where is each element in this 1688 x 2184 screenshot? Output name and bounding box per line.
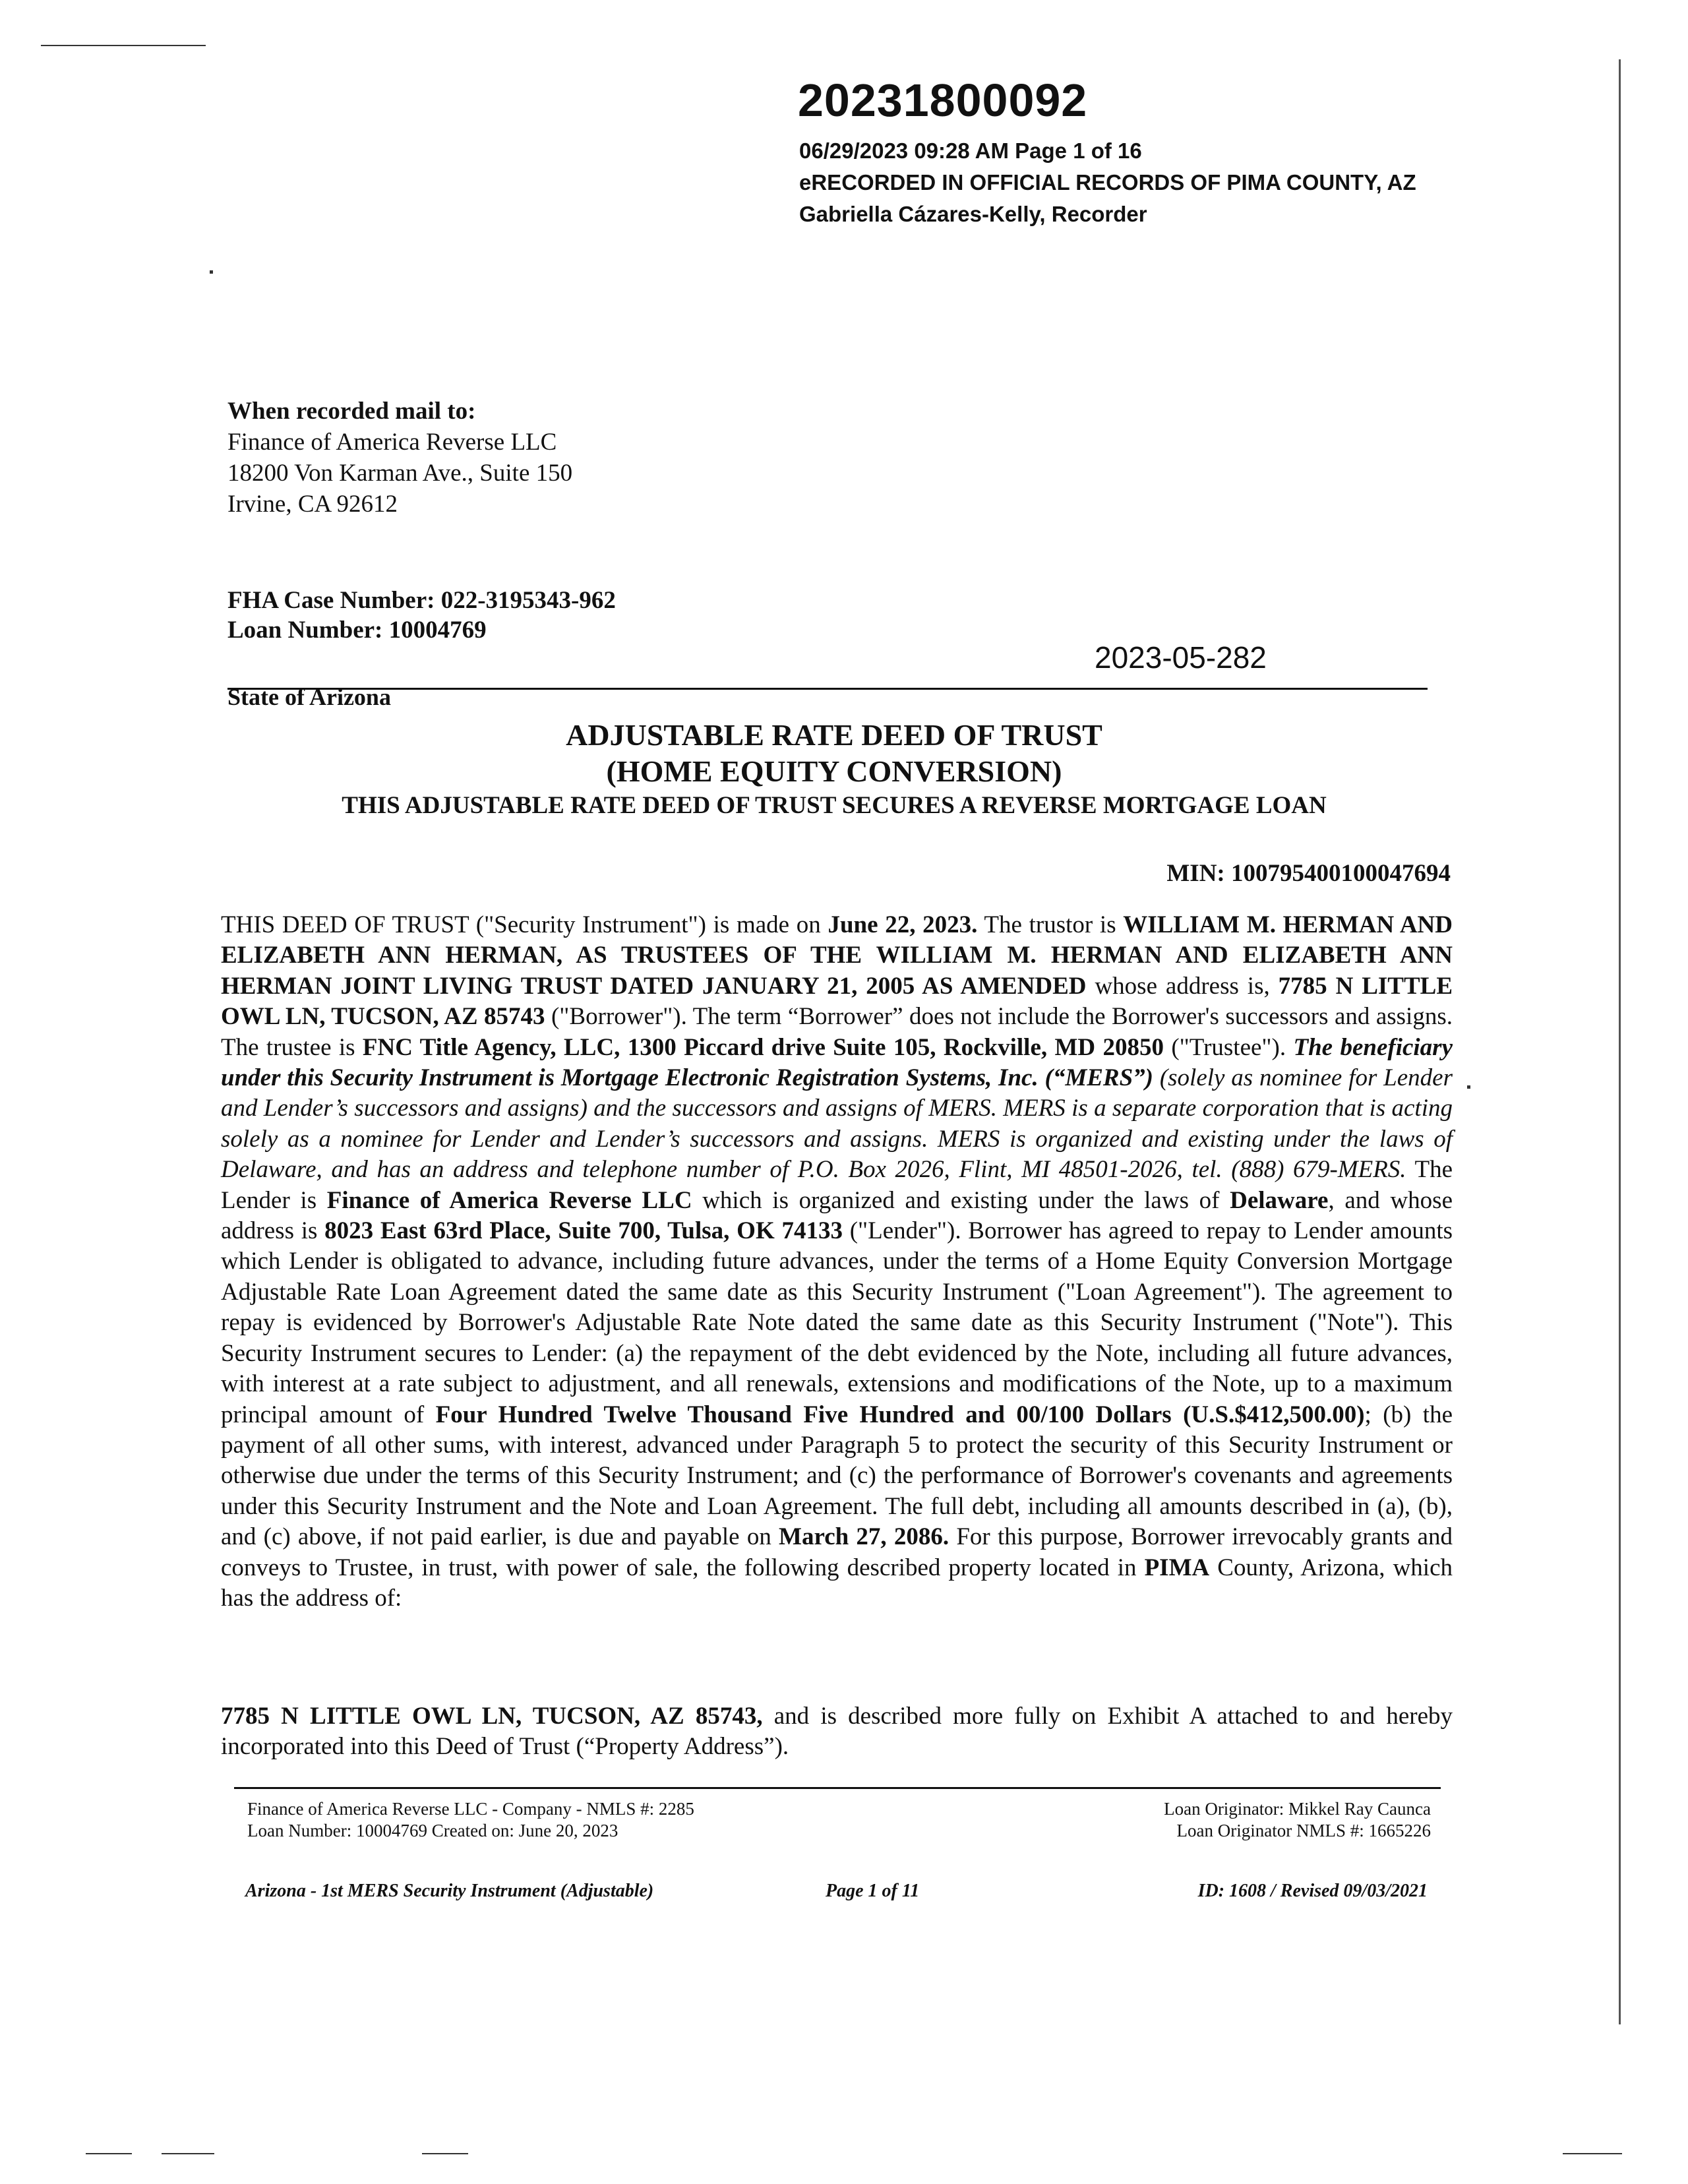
body-text: , and whose address is <box>221 1186 1453 1245</box>
divider-footer <box>234 1787 1441 1789</box>
lender-address: 8023 East 63rd Place, Suite 700, Tulsa, OK 74133 <box>324 1217 843 1245</box>
case-block <box>227 586 616 645</box>
mail-to-line2: 18200 Von Karman Ave., Suite 150 <box>227 460 573 487</box>
body-text: ("Trustee"). <box>1164 1033 1294 1061</box>
property-address: 7785 N LITTLE OWL LN, TUCSON, AZ 85743, <box>221 1703 763 1730</box>
footer-form-id: ID: 1608 / Revised 09/03/2021 <box>1197 1881 1428 1901</box>
footer-page-number: Page 1 of 11 <box>826 1881 920 1901</box>
footer-form-name: Arizona - 1st MERS Security Instrument (Adjustable) <box>245 1881 654 1901</box>
document-subtitle: (HOME EQUITY CONVERSION) <box>606 754 1062 788</box>
body-text: which is organized and existing under the laws of <box>692 1186 1230 1214</box>
body-text: THIS DEED OF TRUST ("Security Instrument") is made on <box>221 911 828 938</box>
body-text: For this purpose, Borrower irrevocably grants and conveys to Trustee, in trust, with power of sale, the following described property located in <box>221 1523 1453 1581</box>
recording-number: 20231800092 <box>798 75 1088 126</box>
body-text: whose address is, <box>1086 972 1279 1000</box>
lender-name: Finance of America Reverse LLC <box>326 1186 692 1214</box>
footer-loan-created: Loan Number: 10004769 Created on: June 20, 2023 <box>247 1821 618 1840</box>
scan-mark-bottom-2 <box>162 2153 214 2154</box>
mail-to-line3: Irvine, CA 92612 <box>227 491 398 518</box>
property-text: and is described more fully on Exhibit A attached to and hereby incorporated into this Deed of Trust (“Property Address”). <box>221 1703 1453 1760</box>
fha-case-number: FHA Case Number: 022-3195343-962 <box>227 587 616 614</box>
lender-state: Delaware <box>1230 1186 1329 1214</box>
trustor-address: 7785 N LITTLE OWL LN, TUCSON, AZ 85743 <box>221 972 1453 1031</box>
file-stamp-number: 2023-05-282 <box>1095 640 1267 675</box>
scan-mark-bottom-3 <box>422 2153 468 2154</box>
recording-office: eRECORDED IN OFFICIAL RECORDS OF PIMA COUNTY, AZ <box>799 170 1416 195</box>
mail-to-block <box>227 396 572 520</box>
footer-originator-nmls: Loan Originator NMLS #: 1665226 <box>1176 1821 1431 1840</box>
county-name: PIMA <box>1144 1554 1210 1581</box>
mail-to-heading: When recorded mail to: <box>227 398 476 425</box>
mers-description: (solely as nominee for Lender and Lender’s successors and assigns) and the successors and assigns of MERS. MERS is a separate corporation that is acting solely as a nominee for Lender and Lender’s successors and assigns. MERS is organized and existing under the laws of Delaware, and has an address and telephone number of P.O. Box 2026, Flint, MI 48501-2026, tel. (888) 679-MERS. <box>221 1064 1453 1184</box>
divider-top <box>227 688 1428 690</box>
body-text: County, Arizona, which has the address of: <box>221 1554 1453 1612</box>
min-number: MIN: 100795400100047694 <box>1166 860 1451 887</box>
state-label: State of Arizona <box>227 684 391 710</box>
beneficiary-statement: The beneficiary under this Security Instrument is Mortgage Electronic Registration Systems, Inc. (“MERS”) <box>221 1033 1453 1092</box>
maturity-date: March 27, 2086. <box>779 1523 950 1551</box>
body-text: The Lender is <box>221 1156 1453 1214</box>
scan-mark-dot-right <box>1467 1085 1470 1089</box>
scan-mark-right-edge <box>1619 59 1621 2024</box>
principal-amount: Four Hundred Twelve Thousand Five Hundred and 00/100 Dollars (U.S.$412,500.00) <box>435 1401 1365 1428</box>
footer-originator: Loan Originator: Mikkel Ray Caunca <box>1164 1799 1431 1819</box>
deed-date: June 22, 2023. <box>828 911 978 938</box>
deed-paragraph <box>221 910 1453 1614</box>
loan-number: Loan Number: 10004769 <box>227 617 487 644</box>
trustor-names: WILLIAM M. HERMAN AND ELIZABETH ANN HERMAN, AS TRUSTEES OF THE WILLIAM M. HERMAN AND ELIZABETH ANN HERMAN JOINT LIVING TRUST DATED JANUARY 21, 2005 AS AMENDED <box>221 911 1453 1000</box>
scan-mark-bottom-1 <box>86 2153 132 2154</box>
body-text: ("Borrower"). The term “Borrower” does not include the Borrower's successors and assigns. The trustee is <box>221 1003 1453 1061</box>
document-title: ADJUSTABLE RATE DEED OF TRUST <box>566 718 1102 752</box>
recorder-name: Gabriella Cázares-Kelly, Recorder <box>799 202 1147 226</box>
body-text: The trustor is <box>977 911 1124 938</box>
property-paragraph <box>221 1701 1453 1762</box>
scan-mark-top-left <box>41 45 206 46</box>
document-caption: THIS ADJUSTABLE RATE DEED OF TRUST SECURES A REVERSE MORTGAGE LOAN <box>342 792 1327 819</box>
trustee-name-address: FNC Title Agency, LLC, 1300 Piccard drive Suite 105, Rockville, MD 20850 <box>362 1033 1164 1061</box>
footer-left <box>247 1798 694 1842</box>
body-text: ; (b) the payment of all other sums, with interest, advanced under Paragraph 5 to protect the security of this Security Instrument or otherwise due under the terms of this Security Instrument; and (c) the performance of Borrower's covenants and agreements under this Security Instrument and the Note and Loan Agreement. The full debt, including all amounts described in (a), (b), and (c) above, if not paid earlier, is due and payable on <box>221 1401 1453 1551</box>
footer-company: Finance of America Reverse LLC - Company - NMLS #: 2285 <box>247 1799 694 1819</box>
scan-mark-dot <box>210 270 213 274</box>
mail-to-line1: Finance of America Reverse LLC <box>227 429 557 456</box>
body-text: ("Lender"). Borrower has agreed to repay to Lender amounts which Lender is obligated to advance, including future advances, under the terms of a Home Equity Conversion Mortgage Adjustable Rate Loan Agreement dated the same date as this Security Instrument ("Loan Agreement"). The agreement to repay is evidenced by Borrower's Adjustable Rate Note dated the same date as this Security Instrument ("Note"). This Security Instrument secures to Lender: (a) the repayment of the debt evidenced by the Note, including all future advances, with interest at a rate subject to adjustment, and all renewals, extensions and modifications of the Note, up to a maximum principal amount of <box>221 1217 1453 1428</box>
recording-datetime-page: 06/29/2023 09:28 AM Page 1 of 16 <box>799 138 1142 163</box>
scan-mark-bottom-right <box>1563 2153 1622 2154</box>
footer-right <box>1055 1798 1431 1842</box>
